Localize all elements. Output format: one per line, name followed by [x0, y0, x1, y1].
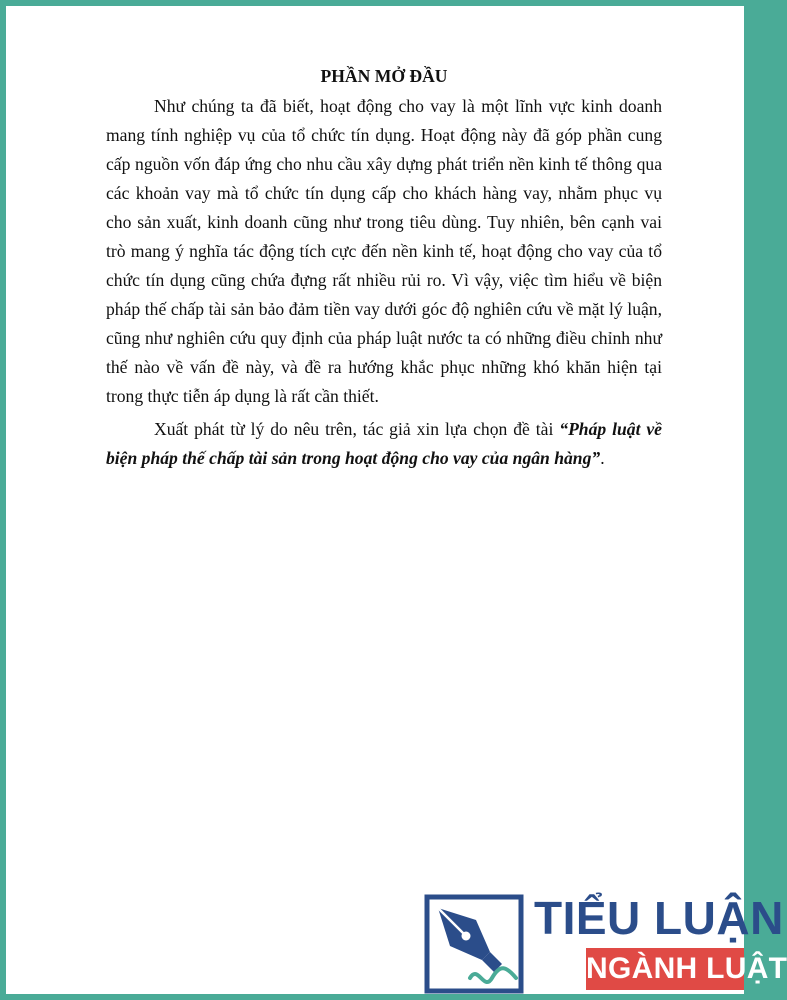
logo-text-nganh-luat: NGÀNH LUẬT [586, 948, 744, 990]
logo [416, 888, 787, 998]
topic-title: “Pháp luật về biện pháp thế chấp tài sản trong hoạt động cho vay của ngân hàng” [106, 419, 662, 468]
fountain-pen-nib-icon [424, 894, 524, 994]
logo-text-tieu-luan: TIỂU LUẬN [534, 892, 784, 944]
paragraph-topic [106, 415, 662, 473]
paragraph-topic-lead: Xuất phát từ lý do nêu trên, tác giả xin lựa chọn đề tài [154, 419, 560, 439]
document-body [106, 62, 662, 477]
document-title: PHẦN MỞ ĐẦU [320, 66, 448, 86]
paragraph-topic-end: . [600, 448, 605, 468]
document-page [6, 6, 787, 994]
paragraph-intro: Như chúng ta đã biết, hoạt động cho vay là một lĩnh vực kinh doanh mang tính nghiệp vụ của tổ chức tín dụng. Hoạt động này đã góp phần cung cấp nguồn vốn đáp ứng cho nhu cầu xây dựng phát triển nền kinh tế thông qua các khoản vay mà tổ chức tín dụng cấp cho khách hàng vay, nhằm phục vụ cho sản xuất, kinh doanh cũng như trong tiêu dùng. Tuy nhiên, bên cạnh vai trò mang ý nghĩa tác động tích cực đến nền kinh tế, hoạt động cho vay của tổ chức tín dụng cũng chứa đựng rất nhiều rủi ro. Vì vậy, việc tìm hiểu về biện pháp thế chấp tài sản bảo đảm tiền vay dưới góc độ nghiên cứu về mặt lý luận, cũng như nghiên cứu quy định của pháp luật nước ta có những điều chỉnh như thế nào về vấn đề này, và đề ra hướng khắc phục những khó khăn hiện tại trong thực tiễn áp dụng là rất cần thiết. [106, 96, 662, 406]
